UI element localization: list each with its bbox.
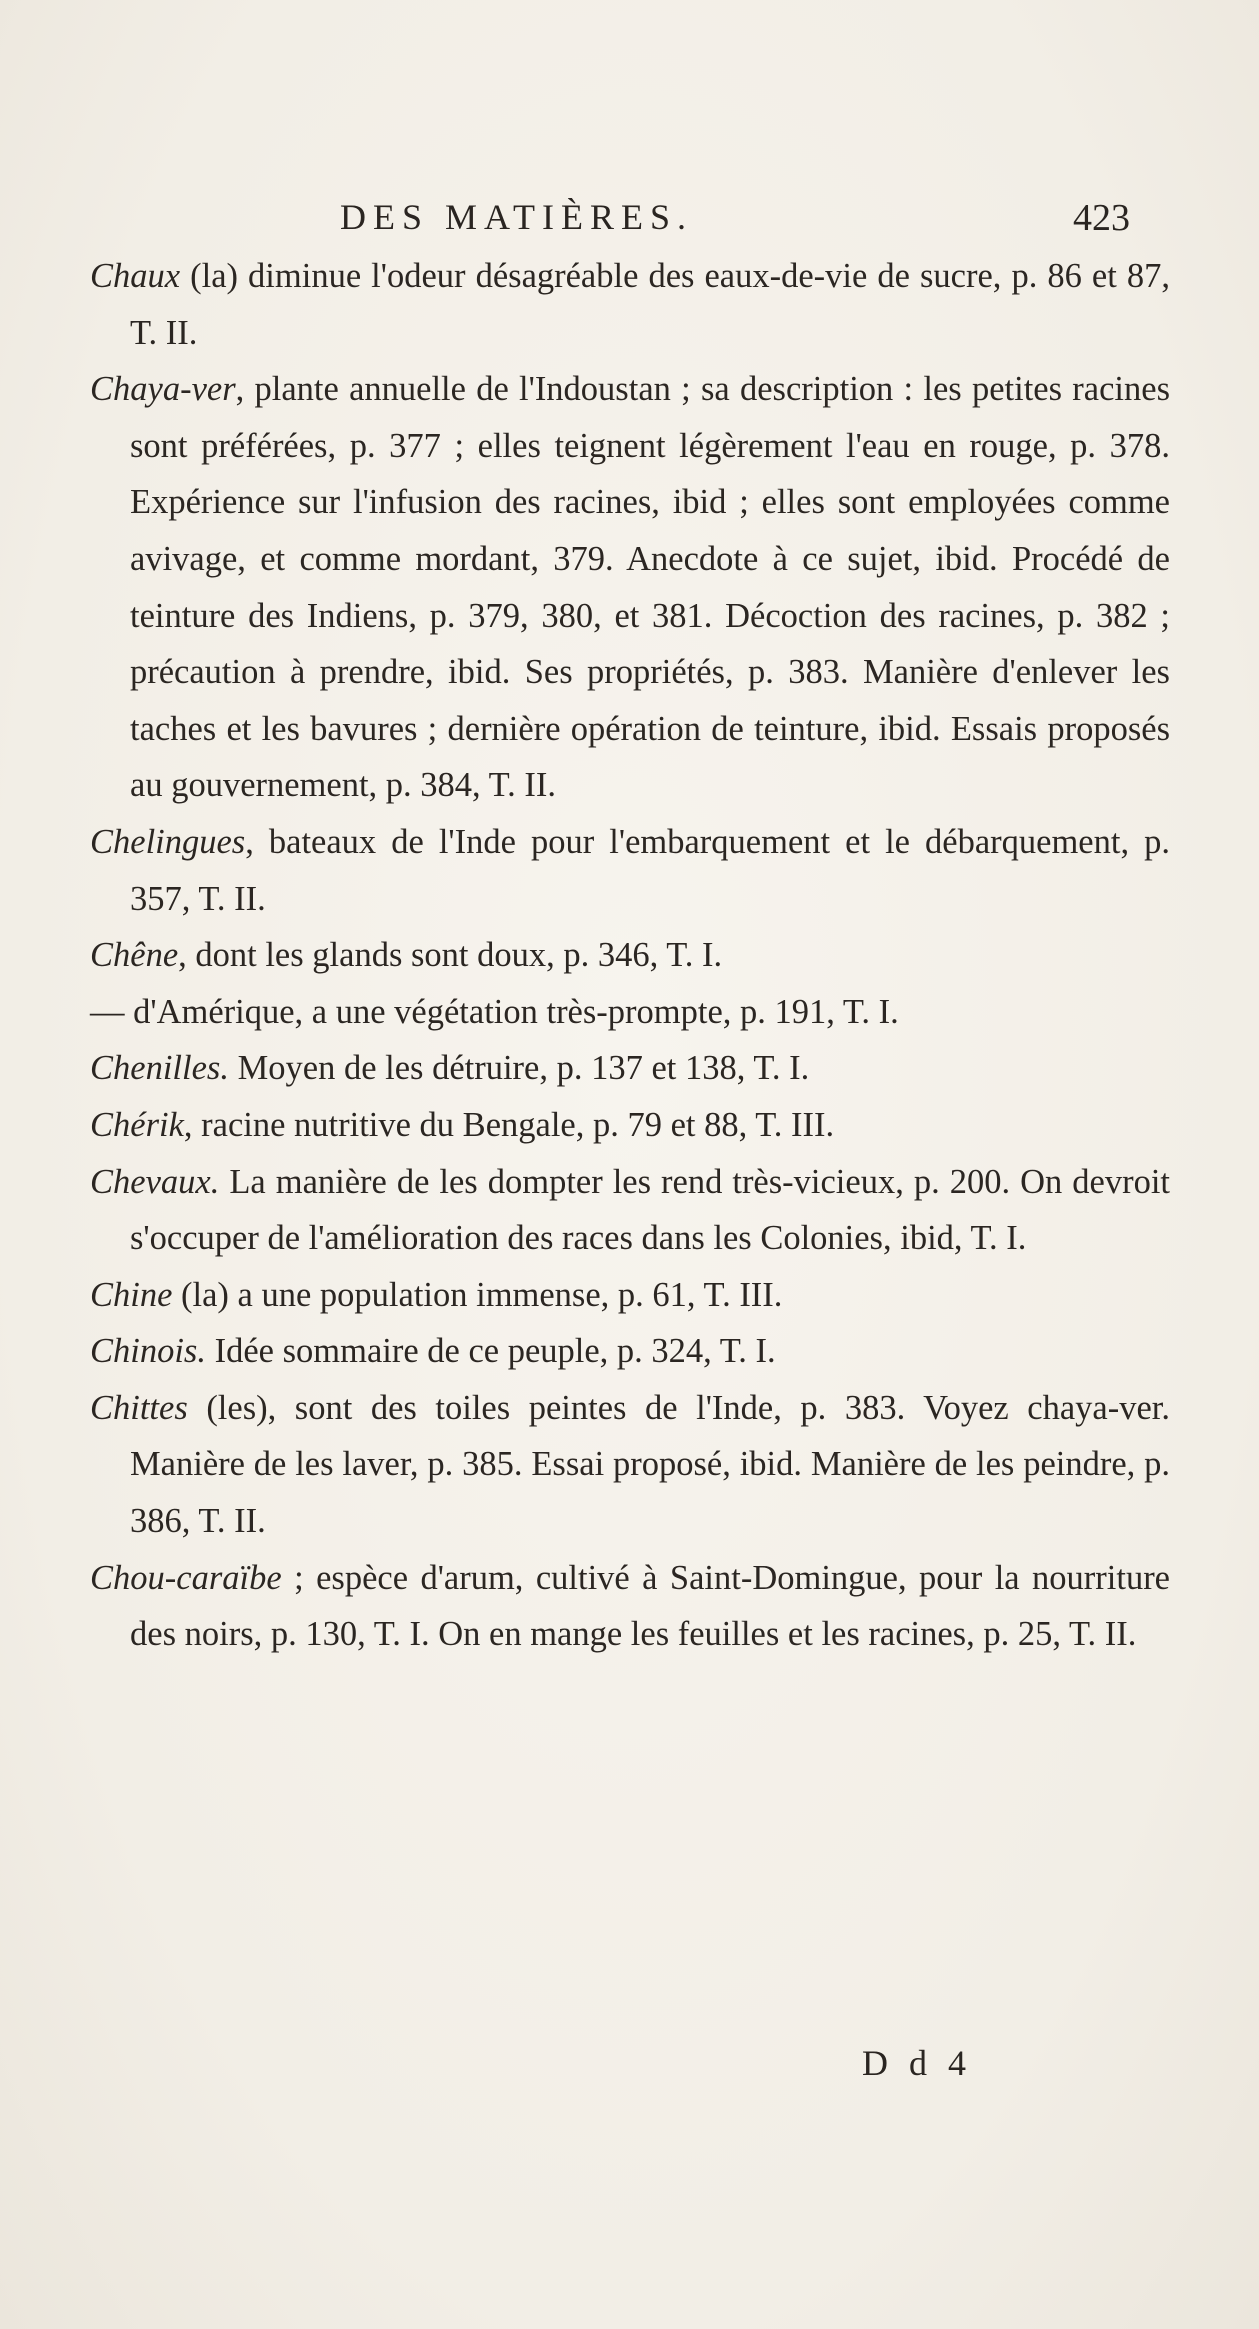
entry-term: Chou-caraïbe: [90, 1558, 282, 1597]
index-entry: [90, 927, 1170, 984]
index-entry: [90, 984, 1170, 1041]
index-entry: [90, 1040, 1170, 1097]
entry-text: , plante annuelle de l'Indoustan ; sa description : les petites racines sont préférées, p. 377 ; elles teignent légèrement l'eau en rouge, p. 378. Expérience sur l'infusion des racines, ibid ; elles sont employées comme avivage, et comme mordant, 379. Anecdote à ce sujet, ibid. Procédé de teinture des Indiens, p. 379, 380, et 381. Décoction des racines, p. 382 ; précaution à prendre, ibid. Ses propriétés, p. 383. Manière d'enlever les taches et les bavures ; dernière opération de teinture, ibid. Essais proposés au gouvernement, p. 384, T. II.: [130, 370, 1170, 805]
entry-text: La manière de les dompter les rend très-vicieux, p. 200. On devroit s'occuper de l'amélioration des races dans les Colonies, ibid, T. I.: [130, 1162, 1170, 1258]
entry-term: Chevaux.: [90, 1162, 220, 1201]
entry-text: , bateaux de l'Inde pour l'embarquement et le débarquement, p. 357, T. II.: [130, 822, 1170, 918]
page-header: [340, 196, 1130, 246]
signature-mark: D d 4: [862, 2043, 972, 2083]
entry-term: Chinois.: [90, 1332, 206, 1371]
index-entry: [90, 248, 1170, 361]
entry-term: Chérik: [90, 1105, 184, 1144]
entry-text: , dont les glands sont doux, p. 346, T. I.: [178, 936, 723, 975]
entry-term: Chelingues: [90, 822, 246, 861]
entry-term: Chenilles.: [90, 1049, 229, 1088]
index-entry: [90, 1097, 1170, 1154]
entry-text: , racine nutritive du Bengale, p. 79 et 88, T. III.: [183, 1105, 835, 1144]
entry-text: Moyen de les détruire, p. 137 et 138, T. I.: [228, 1049, 810, 1088]
entry-text: d'Amérique, a une végétation très-prompte, p. 191, T. I.: [124, 992, 899, 1031]
index-entry: [90, 1380, 1170, 1550]
entry-term: Chaux: [90, 257, 181, 295]
index-entries: [90, 248, 1170, 1663]
page-number: 423: [1073, 197, 1130, 239]
index-entry: [90, 1154, 1170, 1267]
running-title: DES MATIÈRES.: [340, 197, 694, 237]
index-entry: [90, 361, 1170, 814]
entry-text: (la) a une population immense, p. 61, T. III.: [172, 1275, 783, 1314]
entry-text: (les), sont des toiles peintes de l'Inde, p. 383. Voyez chaya-ver. Manière de les laver, p. 385. Essai proposé, ibid. Manière de les peindre, p. 386, T. II.: [130, 1388, 1170, 1541]
entry-dash: —: [90, 992, 125, 1031]
index-entry: [90, 814, 1170, 927]
index-entry: [90, 1323, 1170, 1380]
entry-text: ; espèce d'arum, cultivé à Saint-Domingue, pour la nourriture des noirs, p. 130, T. I. On en mange les feuilles et les racines, p. 25, T. II.: [130, 1558, 1170, 1654]
entry-term: Chaya-ver: [90, 370, 236, 409]
index-entry: [90, 1550, 1170, 1663]
index-entry: [90, 1267, 1170, 1324]
entry-term: Chittes: [90, 1388, 188, 1427]
entry-term: Chine: [90, 1275, 173, 1314]
entry-text: Idée sommaire de ce peuple, p. 324, T. I.: [205, 1332, 776, 1371]
entry-term: Chêne: [90, 936, 179, 975]
entry-text: (la) diminue l'odeur désagréable des eaux-de-vie de sucre, p. 86 et 87, T. II.: [130, 257, 1170, 352]
